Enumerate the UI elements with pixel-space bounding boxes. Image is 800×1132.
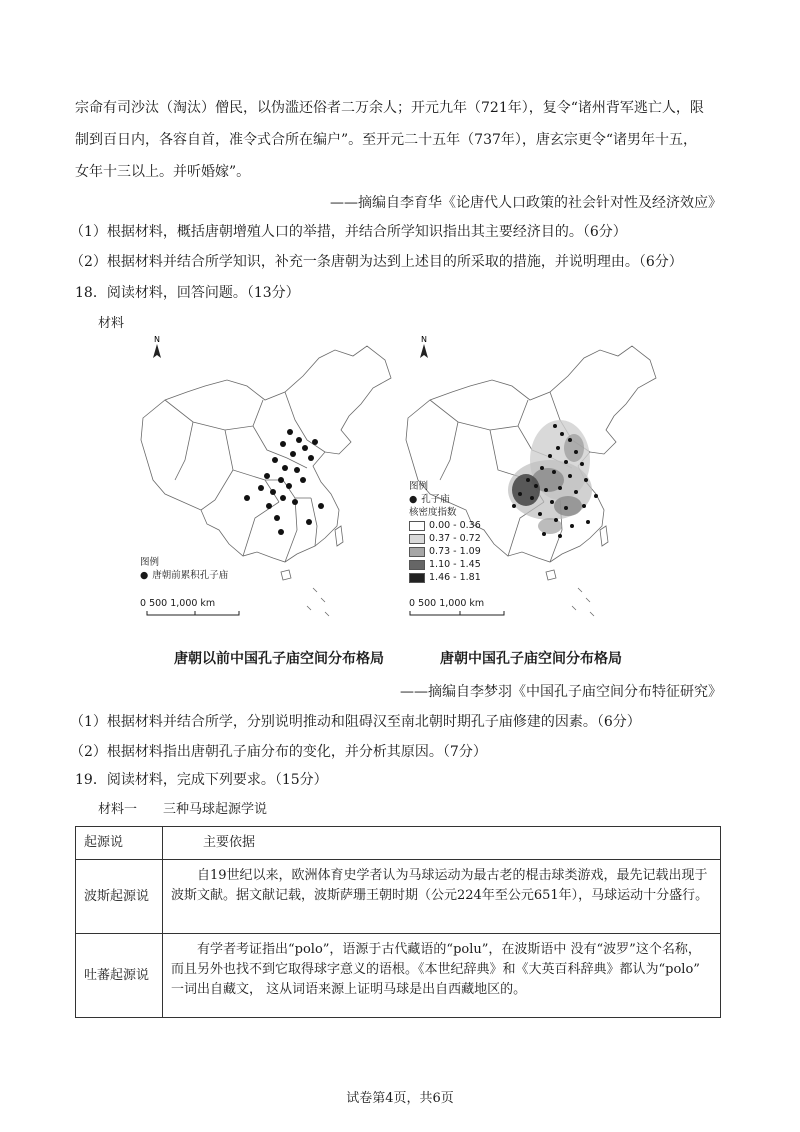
legend-item: 唐朝前累积孔子庙: [152, 570, 229, 581]
scale-label-left: 0 500 1,000 km: [140, 598, 216, 609]
point-marker-icon: ●: [140, 570, 149, 581]
question-18-2: （2）根据材料指出唐朝孔子庙分布的变化，并分析其原因。（7分）: [70, 744, 487, 760]
material-label: 材料: [98, 316, 125, 331]
scale-label-right: 0 500 1,000 km: [409, 598, 485, 609]
legend-title: 图例: [409, 481, 429, 492]
map-left-caption: 唐朝以前中国孔子庙空间分布格局: [174, 651, 384, 667]
scale-bar-left: [147, 611, 239, 615]
table-header-cell: 起源说: [76, 827, 163, 860]
density-swatch-3: [409, 547, 425, 557]
table-cell-evidence: 有学者考证指出“polo”，语源于古代藏语的“polu”，在波斯语中 没有“波罗”这个名称，而且另外也找不到它取得球字意义的语根。《本世纪辞典》和《大英百科辞典》都认为“polo” 一词出自藏文， 这从词语来源上证明马球是出自西藏地区的。: [163, 934, 721, 1018]
map-left: [135, 330, 405, 630]
question-17-2: （2）根据材料并结合所学知识，补充一条唐朝为达到上述目的所采取的措施，并说明理由。（6分）: [70, 254, 683, 270]
question-17-1: （1）根据材料，概括唐朝增殖人口的举措，并结合所学知识指出其主要经济目的。（6分）: [70, 224, 627, 240]
material-one-label: 材料一 三种马球起源学说: [98, 802, 268, 817]
density-class-3: 0.73 - 1.09: [429, 546, 481, 557]
point-marker-icon: ●: [409, 494, 418, 505]
density-swatch-5: [409, 573, 425, 583]
south-sea-islands: [572, 588, 594, 616]
density-class-1: 0.00 - 0.36: [429, 520, 481, 531]
legend-left: [140, 556, 228, 582]
density-swatch-2: [409, 534, 425, 544]
scale-bar-right: [410, 611, 504, 615]
table-row: [76, 934, 721, 1018]
density-swatch-4: [409, 560, 425, 570]
hainan-island: [281, 570, 291, 580]
legend-title: 图例: [140, 557, 160, 568]
north-arrow: [153, 335, 161, 358]
source-citation-18: ——摘编自李梦羽《中国孔子庙空间分布特征研究》: [400, 684, 722, 700]
map-right-caption: 唐朝中国孔子庙空间分布格局: [440, 651, 622, 667]
paragraph-line-2: 制到百日内，各容自首，准令式合所在编户”。至开元二十五年（737年），唐玄宗更令“诸男年十五，: [75, 132, 698, 148]
density-class-2: 0.37 - 0.72: [429, 533, 481, 544]
table-row: [76, 860, 721, 934]
density-title: 核密度指数: [409, 507, 457, 518]
table-header-row: [76, 827, 721, 860]
svg-text:N: N: [421, 335, 427, 344]
legend-point: 孔子庙: [421, 494, 450, 505]
taiwan-island: [335, 526, 343, 546]
table-cell-evidence: 自19世纪以来，欧洲体育史学者认为马球运动为最古老的棍击球类游戏，最先记载出现于波斯文献。据文献记载，波斯萨珊王朝时期（公元224年至公元651年），马球运动十分盛行。: [163, 860, 721, 934]
question-19-title: 19．阅读材料，完成下列要求。（15分）: [75, 772, 328, 788]
south-sea-islands: [307, 588, 329, 616]
density-swatch-1: [409, 521, 425, 531]
density-class-5: 1.46 - 1.81: [429, 572, 481, 583]
table-header-cell: 主要依据: [163, 827, 721, 860]
paragraph-line-1: 宗命有司沙汰（淘汰）僧民，以伪滥还俗者二万余人；开元九年（721年），复令“诸州背军逃亡人，限: [75, 100, 704, 116]
question-18-title: 18．阅读材料，回答问题。（13分）: [75, 285, 300, 301]
page-footer: 试卷第4页，共6页: [346, 1091, 454, 1106]
taiwan-island: [600, 526, 608, 546]
table-cell-theory: 波斯起源说: [76, 860, 163, 934]
paragraph-line-3: 女年十三以上。并听婚嫁”。: [75, 164, 251, 180]
north-arrow: [420, 335, 428, 358]
table-cell-theory: 吐蕃起源说: [76, 934, 163, 1018]
legend-right: [409, 480, 481, 584]
density-class-4: 1.10 - 1.45: [429, 559, 481, 570]
origin-theories-table: [75, 826, 721, 1018]
china-outline: [141, 346, 391, 562]
source-citation-17: ——摘编自李育华《论唐代人口政策的社会针对性及经济效应》: [330, 195, 722, 211]
question-18-1: （1）根据材料并结合所学，分别说明推动和阻碍汉至南北朝时期孔子庙修建的因素。（6分）: [70, 714, 641, 730]
svg-text:N: N: [154, 335, 160, 344]
hainan-island: [546, 570, 556, 580]
